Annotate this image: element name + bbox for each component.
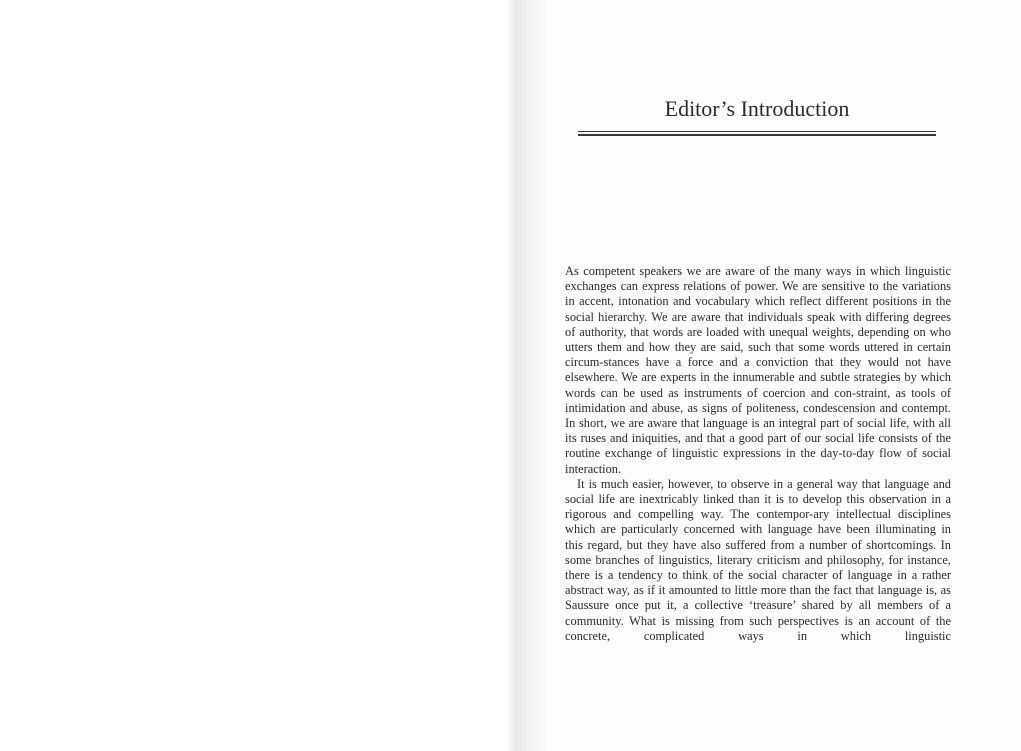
body-text — [565, 264, 951, 644]
paragraph-2: It is much easier, however, to observe in a general way that language and social life are inextricably linked than it is to develop this observation in a rigorous and compelling way. The contempor-ary intellectual disciplines which are particularly concerned with language have been illuminating in this regard, but they have also suffered from a number of shortcomings. In some branches of linguistics, literary criticism and philosophy, for instance, there is a tendency to think of the social character of language in a rather abstract way, as if it amounted to little more than the fact that language is, as Saussure once put it, a collective ‘treasure’ shared by all members of a community. What is missing from such perspectives is an account of the concrete, complicated ways in which linguistic — [565, 476, 951, 643]
left-page — [0, 0, 510, 751]
chapter-heading: Editor’s Introduction — [664, 96, 850, 121]
book-gutter — [506, 0, 546, 751]
heading-rule-thick — [578, 134, 936, 136]
heading-rule-thin — [578, 131, 936, 132]
paragraph-1: As competent speakers we are aware of the many ways in which linguistic exchanges can express relations of power. We are sensitive to the variations in accent, intonation and vocabulary which reflect different positions in the social hierarchy. We are aware that individuals speak with differing degrees of authority, that words are loaded with unequal weights, depending on who utters them and how they are said, such that some words uttered in certain circum-stances have a force and a conviction that they would not have elsewhere. We are experts in the innumerable and subtle strategies by which words can be used as instruments of coercion and con-straint, as tools of intimidation and abuse, as signs of politeness, condescension and contempt. In short, we are aware that language is an integral part of social life, with all its ruses and iniquities, and that a good part of our social life consists of the routine exchange of linguistic expressions in the day-to-day flow of social interaction. — [565, 264, 951, 476]
